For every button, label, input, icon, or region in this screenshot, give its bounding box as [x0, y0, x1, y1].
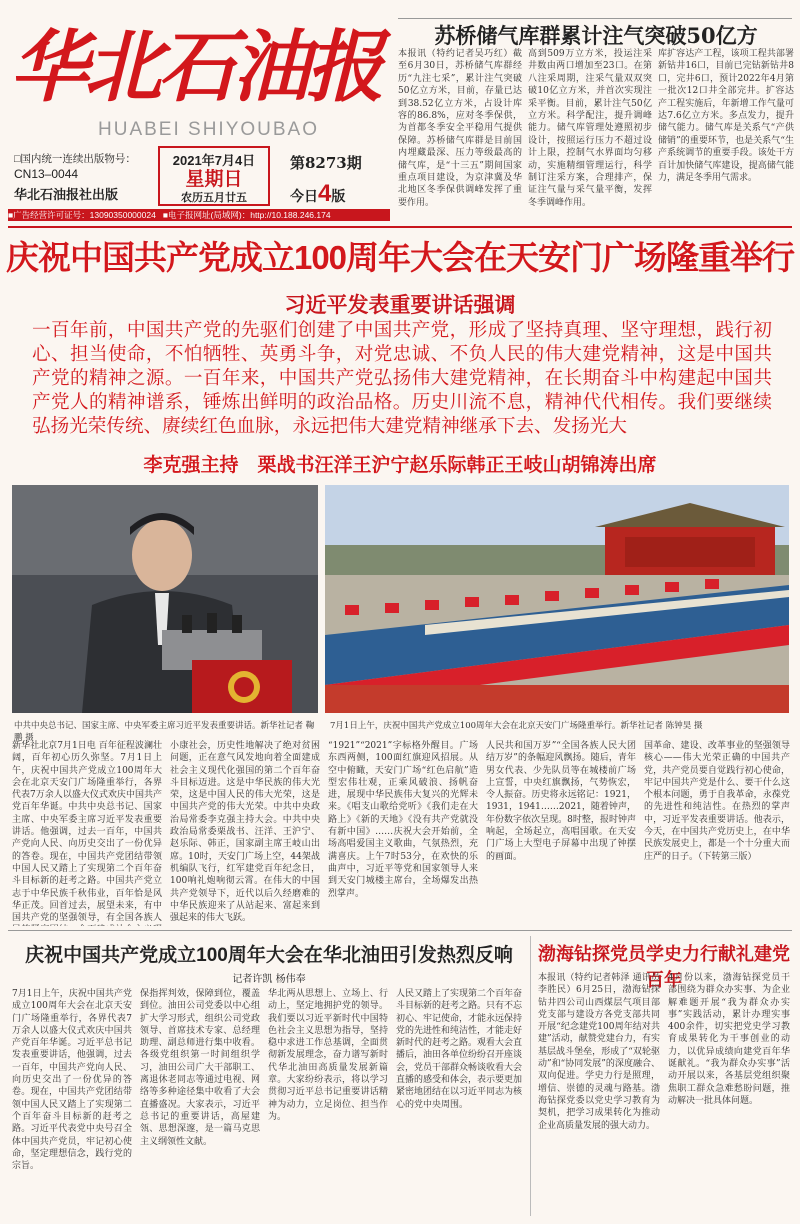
speech-photo-illustration — [12, 485, 318, 713]
speech-photo — [12, 485, 318, 713]
main-body-col4: 人民共和国万岁”“全国各族人民大团结万岁”的条幅迎风飘扬。随后，青年男女代表、少先队员等在城楼前广场上宣誓，中央红旗飘扬，气势恢宏，令人振奋。历史将永远铭记：1921，1931，1941……2021，随着钟声，年份数字依次呈现。8时整，报时钟声响起，全场起立，高唱国歌。在天安门广场上大型电子屏幕中出现了钟摆的画面。 — [486, 741, 636, 862]
section3-title: 渤海钻探党员学史力行献礼建党百年 — [538, 944, 790, 990]
section2-col4: 人民又踏上了实现第二个百年奋斗目标新的赶考之路。只有不忘初心、牢记使命，才能永远保持党的先进性和纯洁性，才能走好新时代的赶考之路。观看大会直播后，油田各单位纷纷召开座谈会，党员干部群众畅谈收看大会直播的感受和体会，表示要更加紧密地团结在以习近平同志为核心的党中央周围。 — [396, 989, 522, 1110]
cn-label: □国内统一连续出版物号： — [14, 153, 136, 165]
main-body-col3: “1921”“2021”字标格外醒目。广场东西两侧，100面红旗迎风招展。从空中俯瞰，天安门广场“红色启航”造型宏伟壮观，正乘风破浪、扬帆奋进，展现中华民族伟大复兴的光辉未来。《唱支山歌给党听》《我们走在大路上》《新的天地》《没有共产党就没有新中国》……庆祝大会开始前，全场高唱爱国主义歌曲，气氛热烈，充满喜庆。上午7时53分，在欢快的乐曲声中，习近平等党和国家领导人来到天安门城楼主席台，全场爆发出热烈掌声。 — [328, 741, 478, 899]
masthead-divider — [8, 226, 792, 228]
top-article-col2: 高到509万立方米，投运注采井数由两口增加至23口。在第八注采周期，注采气量双双突破10亿立方米，并首次实现注采平衡。目前，累计注气50亿立方米。科学配注，提升调峰能力。储气库管理处遵照初步设计，按照运行压力不超过设计上限，控制气水界面均匀移动，实施精细管理运行，科学制订注采方案，合理排产，保证注气量与采气量平衡，发挥冬季调峰作用。 — [528, 49, 652, 208]
cn-number: CN13–0044 — [14, 167, 79, 181]
today-page-count: 4 — [318, 180, 332, 207]
square-photo — [325, 485, 789, 713]
section3-col1: 本报讯（特约记者韩泽 通讯员李胜民）6月25日，渤海钻探钻井四公司山西煤层气项目部党支部与建设方各党支部共同开展“纪念建党100周年结对共建”活动，献赞党建台力，有实基层战斗堡垒，形成了“双轮驱动”和“协同发展”的深度融合、双向促进。学史力行是照理，增信、崇德的灵魂与路基。渤海钻探党委以党史学习教育为契机，把学习成果转化为推动企业高质量发展的强大动力。 — [538, 973, 660, 1131]
section3-col2: 4月份以来，渤海钻探党员干部围绕为群众办实事、为企业解难题开展“我为群众办实事”实践活动，累计办理实事400余件，切实把党史学习教育成果转化为干事创业的动力，以优异成绩向建党百年华诞献礼。“我为群众办实事”活动开展以来，各基层党组织聚焦职工群众急难愁盼问题，推动解决一批具体问题。 — [668, 973, 790, 1106]
photo1-caption: 中共中央总书记、国家主席、中央军委主席习近平发表重要讲话。新华社记者 鞠鹏 摄 — [14, 721, 315, 743]
publisher: 华北石油报社出版 — [14, 187, 119, 202]
section2-col3: 华北两从思想上、立场上、行动上，坚定地拥护党的领导。我们要以习近平新时代中国特色社会主义思想为指导，坚持稳中求进工作总基调，全面贯彻新发展理念，奋力谱写新时代华北油田高质量发展新篇章。大家纷纷表示，将以学习贯彻习近平总书记重要讲话精神为动力，立足岗位、担当作为。 — [268, 989, 388, 1122]
top-rule — [398, 18, 792, 19]
info-bar — [8, 209, 390, 221]
today-prefix: 今日 — [290, 188, 318, 204]
today-suffix: 版 — [331, 188, 346, 204]
main-headline: 庆祝中国共产党成立100周年大会在天安门广场隆重举行 — [5, 239, 795, 276]
lead-quote: 一百年前，中国共产党的先驱们创建了中国共产党，形成了坚持真理、坚守理想，践行初心、担当使命，不怕牺牲、英勇斗争，对党忠诚、不负人民的伟大建党精神，这是中国共产党的精神之源。一百年来，中国共产党弘扬伟大建党精神，在长期奋斗中构建起中国共产党人的精神谱系，锤炼出鲜明的政治品格。历史川流不息，精神代代相传。我们要继续弘扬光荣传统、赓续红色血脉，永远把伟大建党精神继承下去、发扬光大 — [32, 319, 772, 436]
section2-col1: 7月1日上午，庆祝中国共产党成立100周年大会在北京天安门广场隆重举行，各界代表7万余人以盛大仪式欢庆中国共产党百年华诞。习近平总书记发表重要讲话，他强调，过去一百年，中国共产党向人民、向历史交出了一份优异的答卷。现在，中国共产党团结带领中国人民又踏上了实现第二个百年奋斗目标新的赶考之路。习近平代表党中央号召全体中国共产党员，牢记初心使命，坚定理想信念，践行党的宗旨。 — [12, 989, 132, 1172]
newspaper-pinyin: HUABEI SHIYOUBAO — [98, 119, 319, 140]
today-pages — [290, 180, 345, 208]
date: 2021年7月4日 — [172, 153, 256, 168]
main-body-col1: 新华社北京7月1日电 百年征程波澜壮阔，百年初心历久弥坚。7月1日上午，庆祝中国共产党成立100周年大会在北京天安门广场隆重举行，各界代表7万余人以盛大仪式欢庆中国共产党百年华诞。中共中央总书记、国家主席、中央军委主席习近平发表重要讲话。他强调，过去一百年，中国共产党向人民、向历史交出了一份优异的答卷。现在，中国共产党团结带领中国人民又踏上了实现第二个百年奋斗目标新的赶考之路。中国共产党立志于中华民族千秋伟业，百年恰是风华正茂。回首过去，展望未来，有中国共产党的坚强领导，有全国各族人 — [12, 741, 162, 924]
sub-headline: 习近平发表重要讲话强调 — [284, 294, 516, 317]
section2-title: 庆祝中国共产党成立100周年大会在华北油田引发热烈反响 — [25, 945, 513, 966]
newspaper-logo: 华北石油报 — [10, 22, 381, 113]
square-photo-illustration — [325, 485, 789, 713]
photo2-caption: 7月1日上午，庆祝中国共产党成立100周年大会在北京天安门广场隆重举行。新华社记者 陈钟昊 摄 — [330, 721, 703, 731]
ad-license: ■广告经营许可证号：13090350000024 — [8, 210, 156, 220]
main-body-col2: 小康社会，历史性地解决了绝对贫困问题，正在意气风发地向着全面建成社会主义现代化强国的第二个百年奋斗目标迈进。这是中华民族的伟大光荣，这是中国人民的伟大光荣，这是中国共产党的伟大光荣。中共中央政治局常委李克强主持大会。中共中央政治局常委栗战书、汪洋、王沪宁、赵乐际、韩正，国家副主席王岐山出席。10时，天安门广场上空，44架战机编队飞行，红军建党百年纪念日，100响礼炮响彻云霄。在伟大的中国共产党领导下，近代以后久经磨难的中华民族迎来了从站起来、富起来到强起来的伟大飞跃。 — [170, 741, 320, 924]
top-article-title: 苏桥储气库群累计注气突破50亿方 — [434, 23, 758, 48]
date-box — [158, 146, 270, 206]
leaders-line: 李克强主持 栗战书汪洋王沪宁赵乐际韩正王岐山胡锦涛出席 — [143, 455, 657, 476]
e-paper-url[interactable]: ■电子报网址(局域网)：http://10.188.246.174 — [162, 210, 331, 220]
main-body-col5: 国革命、建设、改革事业的坚强领导核心——伟大光荣正确的中国共产党，共产党员要自觉践行初心使命，牢记中国共产党是什么、要干什么这个根本问题，勇于自我革命，永葆党的先进性和纯洁性。在热烈的掌声中，习近平发表重要讲话。他表示，今天，在中国共产党历史上，在中华民族发展史上，都是一个十分重大而庄严的日子。（下转第三版） — [644, 741, 790, 862]
weekday: 星期日 — [185, 168, 243, 190]
section2-byline: 记者许凯 杨伟奉 — [232, 974, 306, 985]
issue-number: 第8273期 — [290, 154, 362, 172]
section-divider — [8, 930, 792, 931]
lunar-date: 农历五月廿五 — [181, 191, 247, 204]
top-article-col3: 库扩容达产工程，该项工程共部署新钻井16口，目前已完钻新钻井8口，完井6口，预计2022年4月第一批次12口井全部完井。扩容达产工程实施后，年新增工作气量可达7.6亿立方米。多点发力，提升储气能力。储气库是关系气“产供储销”的重要环节，也是关系气“生产系统调节的重要手段。该处干方百计加快储气库建设，提高储气能力，满足冬季用气需求。 — [658, 49, 794, 184]
section2-col2: 保指挥判效，保障到位，覆盖到位。油田公司党委以中心组扩大学习形式，组织公司党政领导、首席技术专家、总经理助理、副总师进行集中收看。各级党组织第一时间组织学习，油田公司广大干部职工、离退休老同志等通过电视、网络等多种途径集中收看了大会直播盛况。大家表示，习近平总书记的重要讲话，高屋建瓴、思想深邃，是一篇马克思主义纲领性文献。 — [140, 989, 260, 1147]
top-article-col1: 本报讯（特约记者吴巧红）截至6月30日，苏桥储气库群经历“九注七采”，累计注气突破50亿立方米，目前，存量已达到38.52亿立方米，占设计库容的86.8%，应对冬季保供，为首都冬季安全平稳用气提供保障。苏桥储气库群是目前国内埋藏最深、压力等级最高的储气库，是“十三五”期间国家重点项目建设，为京津冀及华北地区冬季保供调峰发挥了重要作用。 — [398, 49, 522, 208]
column-separator — [530, 936, 531, 1216]
